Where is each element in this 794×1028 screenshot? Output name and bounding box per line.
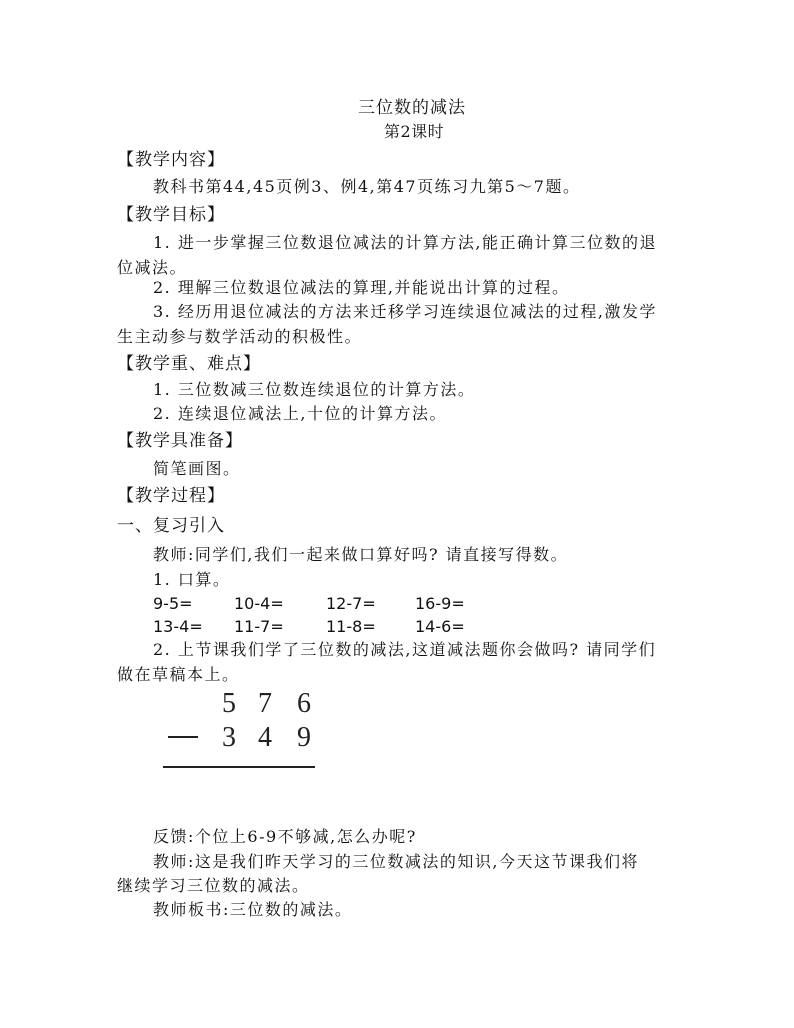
- question-2-line-2: 做在草稿本上。: [117, 665, 240, 684]
- goal-1-line-1: 1. 进一步掌握三位数退位减法的计算方法,能正确计算三位数的退: [153, 233, 657, 252]
- teacher-explanation-line-1: 教师:这是我们昨天学习的三位数减法的知识,今天这节课我们将: [153, 852, 639, 871]
- minuend-digit: 5: [222, 688, 236, 719]
- materials-text: 简笔画图。: [153, 459, 241, 478]
- minus-sign: [168, 736, 198, 738]
- goal-3-line-2: 生主动参与数学活动的积极性。: [117, 327, 363, 346]
- teacher-board-note: 教师板书:三位数的减法。: [153, 900, 353, 919]
- lesson-number: 第2课时: [384, 122, 445, 141]
- mental-math-item: 10-4=: [234, 594, 284, 613]
- mental-math-item: 11-8=: [326, 617, 376, 636]
- mental-math-item: 13-4=: [153, 617, 203, 636]
- subtrahend-digit: 3: [222, 722, 236, 753]
- mental-math-row-2: [153, 617, 493, 637]
- heading-teaching-goals: 【教学目标】: [117, 205, 225, 225]
- heading-key-points: 【教学重、难点】: [117, 354, 261, 374]
- question-2-line-1: 2. 上节课我们学了三位数的减法,这道减法题你会做吗? 请同学们: [153, 640, 657, 659]
- mental-math-item: 11-7=: [234, 617, 284, 636]
- mental-math-label: 1. 口算。: [153, 570, 231, 589]
- part-1-title: 一、复习引入: [117, 516, 225, 536]
- teacher-prompt-mental-math: 教师:同学们,我们一起来做口算好吗? 请直接写得数。: [153, 545, 569, 564]
- heading-teaching-content: 【教学内容】: [117, 150, 225, 170]
- goal-3-line-1: 3. 经历用退位减法的方法来迁移学习连续退位减法的过程,激发学: [153, 302, 657, 321]
- document-title: 三位数的减法: [358, 98, 466, 118]
- feedback-text: 反馈:个位上6-9不够减,怎么办呢?: [153, 827, 417, 846]
- heading-teaching-process: 【教学过程】: [117, 486, 225, 506]
- mental-math-item: 12-7=: [326, 594, 376, 613]
- subtrahend-digit: 9: [297, 722, 311, 753]
- mental-math-item: 14-6=: [415, 617, 465, 636]
- mental-math-item: 16-9=: [415, 594, 465, 613]
- goal-1-line-2: 位减法。: [117, 258, 188, 277]
- goal-2: 2. 理解三位数退位减法的算理,并能说出计算的过程。: [153, 278, 570, 297]
- minuend-digit: 6: [297, 688, 311, 719]
- minuend-digit: 7: [258, 688, 272, 719]
- subtrahend-digit: 4: [258, 722, 272, 753]
- key-point-2: 2. 连续退位减法上,十位的计算方法。: [153, 404, 447, 423]
- heading-materials: 【教学具准备】: [117, 431, 243, 451]
- result-line: [163, 766, 315, 768]
- mental-math-row-1: [153, 594, 493, 614]
- teacher-explanation-line-2: 继续学习三位数的减法。: [117, 876, 310, 895]
- vertical-subtraction: [160, 688, 320, 778]
- key-point-1: 1. 三位数减三位数连续退位的计算方法。: [153, 380, 476, 399]
- teaching-content-text: 教科书第44,45页例3、例4,第47页练习九第5～7题。: [153, 177, 581, 196]
- mental-math-item: 9-5=: [153, 594, 193, 613]
